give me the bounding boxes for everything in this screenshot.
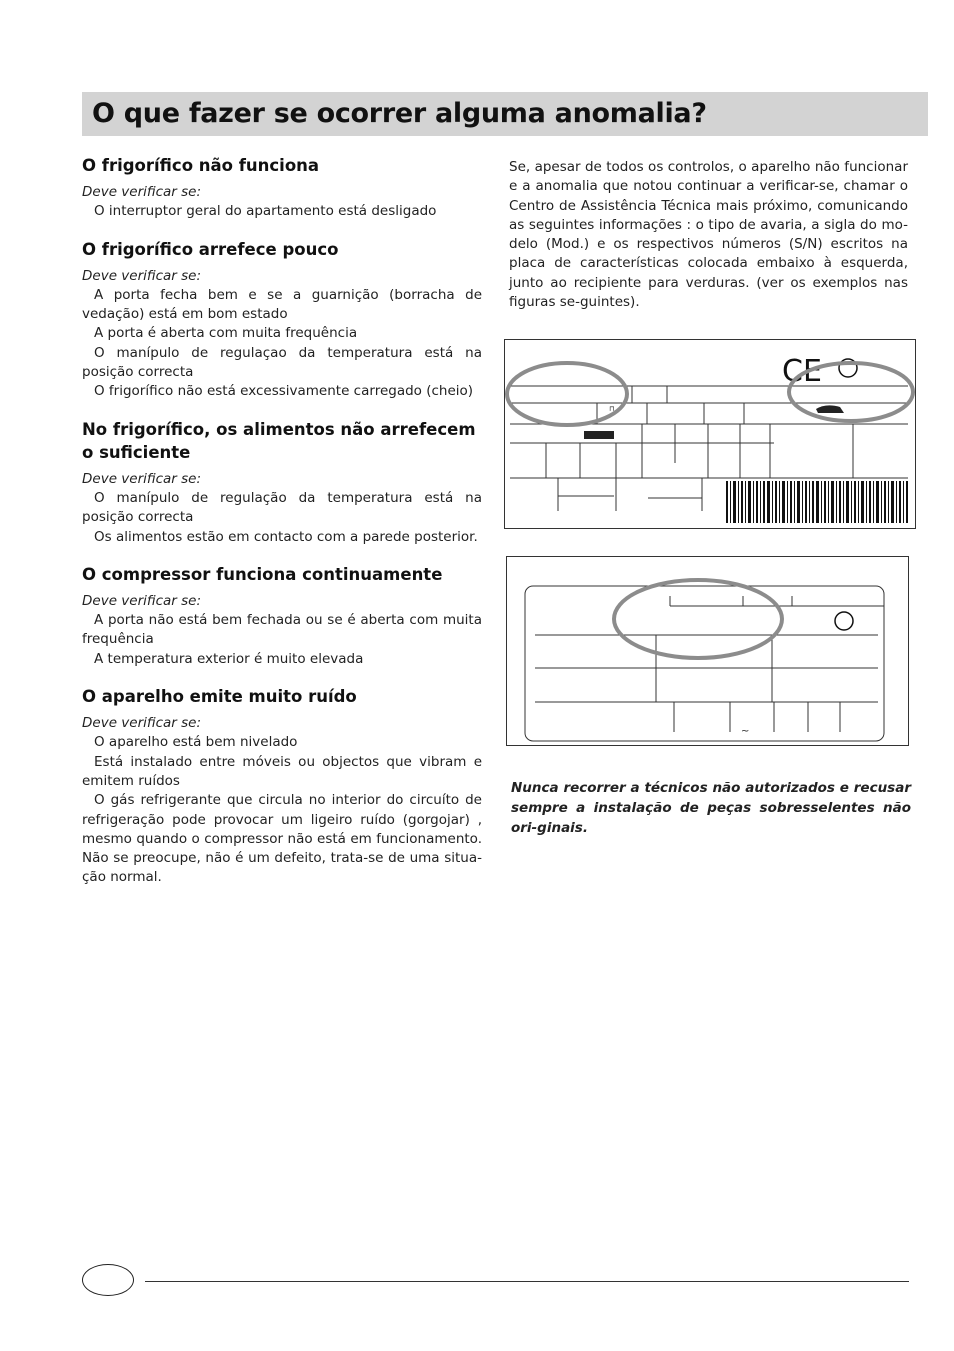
quality-mark-icon	[835, 612, 853, 630]
check-item: Os alimentos estão em contacto com a parede posterior.	[94, 528, 478, 545]
check-label: Deve verificar se:	[82, 267, 202, 284]
check-item: A porta é aberta com muita frequência	[94, 325, 358, 342]
section-heading: O compressor funciona continuamente	[82, 564, 443, 584]
check-item: O aparelho está bem nivelado	[94, 734, 298, 751]
check-item: Está instalado entre móveis ou objectos que vibram e emitem ruídos	[82, 753, 482, 789]
section-noise	[82, 685, 482, 888]
rating-plate-2	[506, 556, 909, 746]
service-paragraph: Se, apesar de todos os controlos, o aparelho não funcionar e a anomalia que notou continuar a verificar-se, chamar o Centro de Assistência Técnica mais próximo, comunicando as seguintes informações : o tipo de avaria, a sigla do mo-delo (Mod.) e os respectivos números (S/N) escritos na placa de características colocada embaixo à esquerda, junto ao recipiente para verduras. (ver os exemplos nas figuras se-guintes).	[509, 159, 908, 311]
check-label: Deve verificar se:	[82, 592, 202, 609]
ce-mark: CE	[782, 354, 822, 389]
check-item: A porta fecha bem e se a guarnição (borracha de vedação) está em bom estado	[82, 286, 482, 323]
check-label: Deve verificar se:	[82, 715, 202, 732]
check-label: Deve verificar se:	[82, 470, 202, 487]
section-heading: O frigorífico não funciona	[82, 156, 320, 175]
troubleshooting-column	[82, 154, 482, 904]
section-heading: O aparelho emite muito ruído	[82, 687, 357, 707]
warning-note: Nunca recorrer a técnicos não autorizados e recusar sempre a instalação de peças sobresselentes não ori-ginais.	[511, 780, 911, 836]
check-item: O frigorífico não está excessivamente carregado (cheio)	[94, 383, 474, 400]
section-cools-little	[82, 238, 482, 402]
footer-rule	[145, 1281, 909, 1282]
section-heading: No frigorífico, os alimentos não arrefecem o suficiente	[82, 419, 476, 462]
check-label: Deve verificar se:	[82, 184, 202, 200]
check-item: A temperatura exterior é muito elevada	[94, 650, 364, 667]
barcode	[726, 481, 908, 523]
check-item: O interruptor geral do apartamento está desligado	[94, 203, 437, 220]
page-title: O que fazer se ocorrer alguma anomalia?	[92, 98, 707, 129]
highlight-oval-model	[507, 363, 627, 425]
check-item: A porta não está bem fechada ou se é aberta com muita frequência	[82, 612, 482, 648]
section-no-function	[82, 154, 482, 222]
section-heading: O frigorífico arrefece pouco	[82, 239, 339, 259]
check-item: O manípulo de regulação da temperatura está na posição correcta	[82, 489, 482, 526]
highlight-oval-plate2	[614, 580, 782, 658]
section-compressor	[82, 563, 482, 669]
check-item: O manípulo de regulaçao da temperatura está na posição correcta	[82, 344, 482, 381]
service-info-column	[509, 158, 908, 312]
check-item: O gás refrigerante que circula no interior do circuíto de refrigeração pode provocar um ligeiro ruído (gorgojar) , mesmo quando o compressor não está em funcionamento. Não se preocupe, não é um defeito, trata-se de uma situa-ção normal.	[82, 792, 482, 886]
svg-text:⊓: ⊓	[609, 405, 615, 413]
tilde-mark: ~	[741, 726, 750, 737]
section-food-not-cooling	[82, 418, 482, 547]
rating-plate-1	[504, 339, 916, 529]
title-bar	[82, 92, 928, 136]
language-oval	[82, 1264, 134, 1296]
highlight-oval-serial	[789, 363, 913, 421]
